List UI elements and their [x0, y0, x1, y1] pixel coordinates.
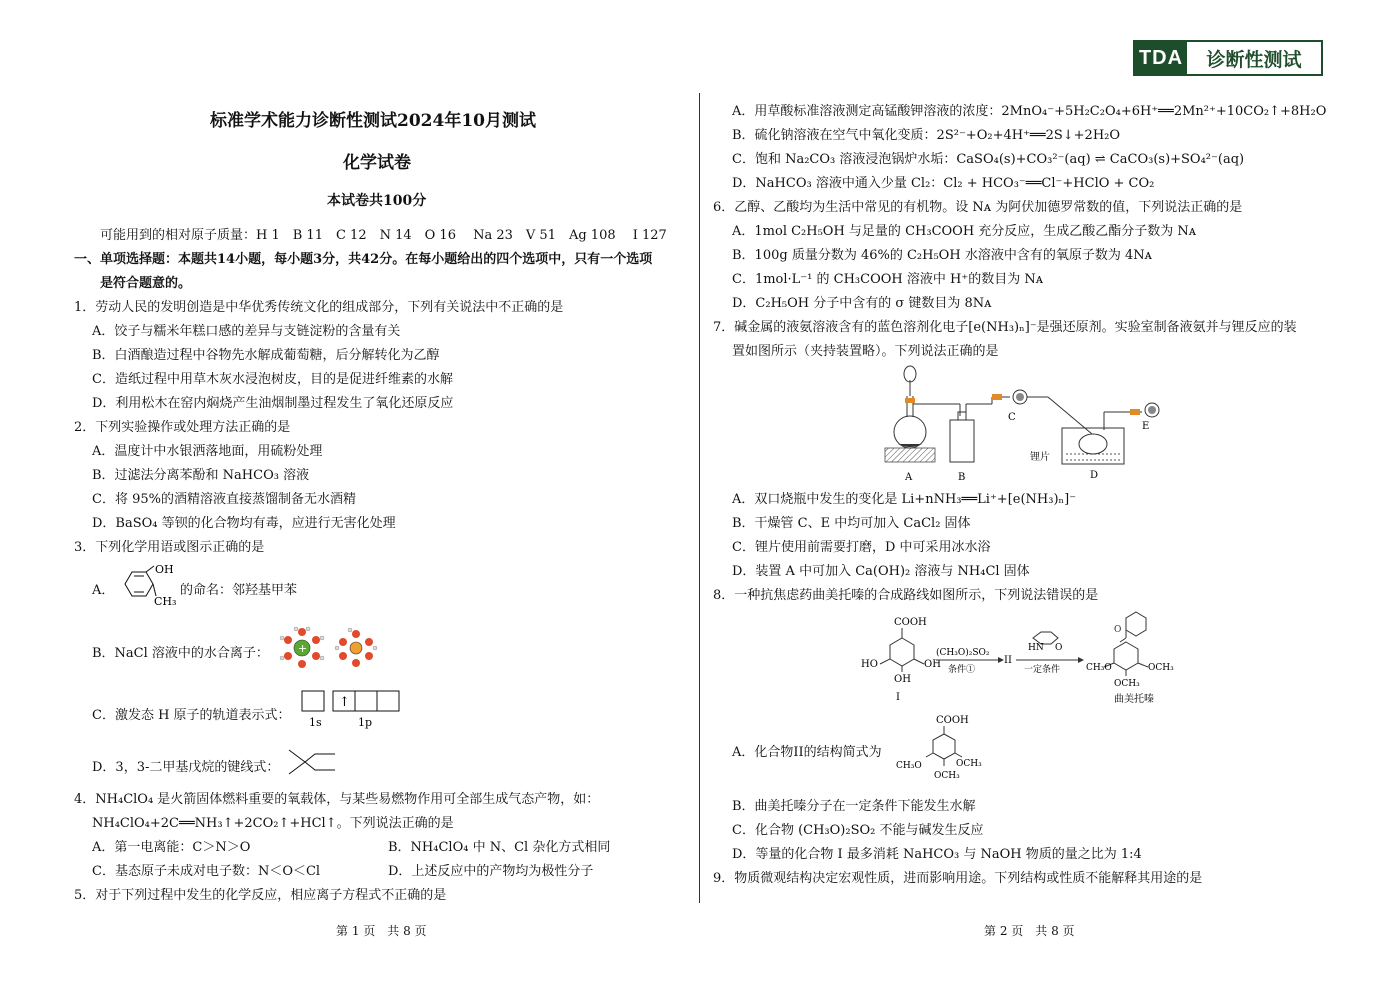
- ii-och3-right: OCH₃: [956, 759, 982, 769]
- hydrated-cl-ion: [335, 628, 377, 667]
- q5-option-d: D．NaHCO₃ 溶液中通入少量 Cl₂：Cl₂ + HCO₃⁻══Cl⁻+HClO + CO₂: [732, 176, 1155, 191]
- reagent-1: (CH₃O)₂SO₂: [936, 648, 990, 658]
- q6-option-d: D．C₂H₅OH 分子中含有的 σ 键数目为 8Nᴀ: [732, 296, 992, 311]
- oh-label-right: OH: [924, 659, 941, 670]
- q7-option-a: A．双口烧瓶中发生的变化是 Li+nNH₃══Li⁺+[e(NH₃)ₙ]⁻: [732, 492, 1077, 507]
- q6-option-a: A．1mol C₂H₅OH 与足量的 CH₃COOH 充分反应，生成乙酸乙酯分子数为 Nᴀ: [732, 224, 1197, 239]
- q6-option-b: B．100g 质量分数为 46%的 C₂H₅OH 水溶液中含有的氧原子数为 4Nᴀ: [732, 248, 1152, 263]
- q2-option-a: A．温度计中水银洒落地面，用硫粉处理: [92, 444, 323, 459]
- hn-label: HN: [1028, 643, 1044, 653]
- label-d: D: [1090, 470, 1099, 481]
- o-label: O: [1055, 643, 1063, 653]
- cooh-label: COOH: [894, 617, 927, 628]
- q4-option-a: A．第一电离能：C＞N＞O: [92, 840, 251, 855]
- q8-option-c: C．化合物 (CH₃O)₂SO₂ 不能与碱发生反应: [732, 823, 984, 838]
- label-a: A: [905, 472, 913, 483]
- compound-ii-label: II: [1004, 655, 1012, 666]
- q2-option-b: B．过滤法分离苯酚和 NaHCO₃ 溶液: [92, 468, 310, 483]
- q4-equation: NH₄ClO₄+2C══NH₃↑+2CO₂↑+HCl↑。下列说法正确的是: [92, 816, 454, 831]
- atomic-masses: 可能用到的相对原子质量：H 1 B 11 C 12 N 14 O 16 Na 23 V 51 Ag 108 I 127: [100, 228, 667, 243]
- section-heading: 一、单项选择题：本题共14小题，每小题3分，共42分。在每小题给出的四个选项中，只有一个选项: [74, 252, 653, 267]
- svg-text:+: +: [298, 642, 308, 655]
- q6-option-c: C．1mol·L⁻¹ 的 CH₃COOH 溶液中 H⁺的数目为 Nᴀ: [732, 272, 1044, 287]
- condition-2: 一定条件: [1024, 665, 1061, 675]
- skeletal-formula: [285, 748, 339, 776]
- logo-text: 诊断性测试: [1206, 48, 1302, 71]
- oh-label: OH: [155, 563, 174, 576]
- svg-text:O: O: [1114, 625, 1122, 635]
- q7-option-c: C．锂片使用前需要打磨，D 中可采用冰水浴: [732, 540, 991, 555]
- q3-option-a-label: A．: [92, 583, 115, 598]
- tda-logo: [1133, 40, 1323, 76]
- page-number-2: 第 2 页 共 8 页: [984, 924, 1075, 938]
- q3-option-b: B．NaCl 溶液中的水合离子：: [92, 646, 269, 661]
- label-c: C: [1008, 412, 1016, 423]
- question-9: 9．物质微观结构决定宏观性质，进而影响用途。下列结构或性质不能解释其用途的是: [713, 871, 1203, 886]
- page-number-1: 第 1 页 共 8 页: [336, 924, 427, 938]
- column-divider: [699, 93, 700, 903]
- q8-option-d: D．等量的化合物 I 最多消耗 NaHCO₃ 与 NaOH 物质的量之比为 1:4: [732, 847, 1142, 862]
- hydrated-ions-figure: [282, 626, 382, 670]
- och3-label-b: OCH₃: [1114, 679, 1140, 689]
- och3-label-a: OCH₃: [1148, 663, 1174, 673]
- compound-ii-structure: [892, 710, 982, 784]
- q8-option-a: A．化合物II的结构简式为: [732, 745, 882, 760]
- logo-tag: TDA: [1135, 42, 1187, 74]
- label-e: E: [1142, 421, 1150, 432]
- compound-i: [861, 617, 941, 703]
- ch3-label: CH₃: [154, 595, 177, 608]
- label-b: B: [958, 472, 966, 483]
- ho-label: HO: [861, 659, 878, 670]
- question-7: 7．碱金属的液氨溶液含有的蓝色溶剂化电子[e(NH₃)ₙ]⁻是强还原剂。实验室制备液氨并与锂反应的装: [713, 320, 1297, 335]
- morpholine: [1028, 632, 1062, 653]
- label-1p: 1p: [358, 716, 373, 729]
- q3-option-d: D．3，3-二甲基戊烷的键线式：: [92, 760, 280, 775]
- compound-i-label: I: [896, 692, 900, 703]
- q7-option-b: B．干燥管 C、E 中均可加入 CaCl₂ 固体: [732, 516, 971, 531]
- question-1: 1．劳动人民的发明创造是中华优秀传统文化的组成部分，下列有关说法中不正确的是: [74, 300, 564, 315]
- question-8: 8．一种抗焦虑药曲美托嗪的合成路线如图所示，下列说法错误的是: [713, 588, 1099, 603]
- exam-title: 标准学术能力诊断性测试2024年10月测试: [210, 111, 536, 131]
- question-6: 6．乙醇、乙酸均为生活中常见的有机物。设 Nᴀ 为阿伏加德罗常数的值，下列说法正确的是: [713, 200, 1243, 215]
- q4-option-b: B．NH₄ClO₄ 中 N、Cl 杂化方式相同: [388, 840, 611, 855]
- q1-option-a: A．饺子与糯米年糕口感的差异与支链淀粉的含量有关: [92, 324, 401, 339]
- condition-1: 条件①: [948, 665, 976, 675]
- trimetozine-label: 曲美托嗪: [1114, 694, 1154, 705]
- q1-option-c: C．造纸过程中用草木灰水浸泡树皮，目的是促进纤维素的水解: [92, 372, 453, 387]
- ch3o-label: CH₃O: [1086, 663, 1112, 673]
- question-2: 2．下列实验操作或处理方法正确的是: [74, 420, 291, 435]
- question-5: 5．对于下列过程中发生的化学反应，相应离子方程式不正确的是: [74, 888, 447, 903]
- electron-arrow: ↑: [339, 695, 350, 710]
- orbital-diagram: [300, 690, 404, 730]
- ii-cooh-label: COOH: [936, 715, 969, 726]
- q4-option-d: D．上述反应中的产物均为极性分子: [388, 864, 594, 879]
- q5-option-a: A．用草酸标准溶液测定高锰酸钾溶液的浓度：2MnO₄⁻+5H₂C₂O₄+6H⁺══2Mn²⁺+10CO₂↑+8H₂O: [732, 104, 1327, 119]
- score-note: 本试卷共100分: [327, 193, 427, 209]
- q1-option-b: B．白酒酿造过程中谷物先水解成葡萄糖，后分解转化为乙醇: [92, 348, 440, 363]
- section-heading-cont: 是符合题意的。: [100, 276, 192, 291]
- q2-option-c: C．将 95%的酒精溶液直接蒸馏制备无水酒精: [92, 492, 356, 507]
- q3-option-a-text: 的命名：邻羟基甲苯: [180, 583, 298, 598]
- label-1s: 1s: [309, 716, 322, 729]
- label-lithium: 锂片: [1030, 452, 1050, 463]
- ii-ch3o-label: CH₃O: [896, 761, 922, 771]
- apparatus-figure: [880, 360, 1170, 484]
- q5-option-b: B．硫化钠溶液在空气中氧化变质：2S²⁻+O₂+4H⁺══2S↓+2H₂O: [732, 128, 1121, 143]
- q3-option-c: C．激发态 H 原子的轨道表示式：: [92, 708, 291, 723]
- q5-option-c: C．饱和 Na₂CO₃ 溶液浸泡锅炉水垢：CaSO₄(s)+CO₃²⁻(aq) ⇌ CaCO₃(s)+SO₄²⁻(aq): [732, 152, 1245, 167]
- subject-title: 化学试卷: [343, 153, 411, 173]
- hydrated-na-ion: [280, 627, 324, 668]
- question-4: 4．NH₄ClO₄ 是火箭固体燃料重要的氧载体，与某些易燃物作用可全部生成气态产物，如：: [74, 792, 600, 807]
- q7-option-d: D．装置 A 中可加入 Ca(OH)₂ 溶液与 NH₄Cl 固体: [732, 564, 1030, 579]
- oh-label-bottom: OH: [894, 674, 911, 685]
- q8-option-b: B．曲美托嗪分子在一定条件下能发生水解: [732, 799, 976, 814]
- o-cresol-structure: [112, 560, 180, 606]
- q2-option-d: D．BaSO₄ 等钡的化合物均有毒，应进行无害化处理: [92, 516, 396, 531]
- synthesis-route: [858, 610, 1188, 710]
- question-3: 3．下列化学用语或图示正确的是: [74, 540, 265, 555]
- question-7-cont: 置如图所示（夹持装置略）。下列说法正确的是: [732, 344, 999, 359]
- trimetozine: [1086, 612, 1174, 705]
- ii-och3-bottom: OCH₃: [934, 771, 960, 781]
- q1-option-d: D．利用松木在窑内焖烧产生油烟制墨过程发生了氧化还原反应: [92, 396, 454, 411]
- q4-option-c: C．基态原子未成对电子数：N＜O＜Cl: [92, 864, 321, 879]
